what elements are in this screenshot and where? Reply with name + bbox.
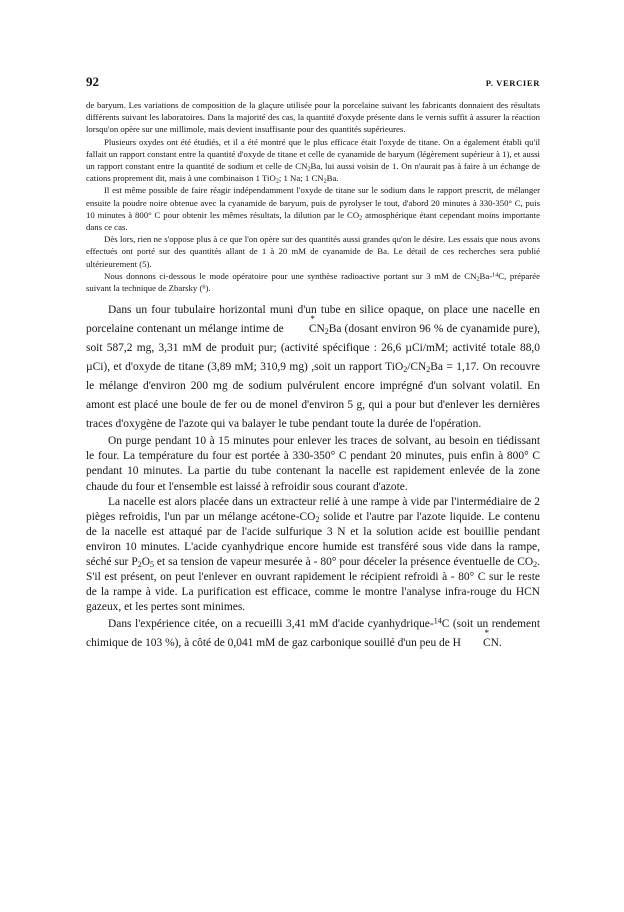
labelled-carbon: * C	[287, 320, 317, 339]
main-paragraph-2: On purge pendant 10 à 15 minutes pour enlever les traces de solvant, au besoin en tiédissant le four. La température du four est portée à 330-350° C pendant 20 minutes, puis enfin à 800° C pendant 10 minutes. La partie du tube contenant la nacelle est rapidement enlevée de la zone chaude du four et l'ensemble est laissé à refroidir sous courant d'azote.	[86, 435, 540, 493]
reference-6: 6	[202, 284, 206, 291]
labelled-carbon-hcn: * C	[461, 634, 491, 653]
main-text-section	[86, 301, 540, 653]
main-paragraph-1: Dans un four tubulaire horizontal muni d'un tube en silice opaque, on place une nacelle en porcelaine contenant un mélange intime de * $CN_2Ba$ (dosant environ 96 % de cyanamide pure), soit 587,2 mg, 3,31 mM de produit pur; (activité spécifique : 26,6 µCi/mM; activité totale 88,0 µCi), et d'oxyde de titane (3,89 mM; 310,9 mg) ,soit un rapport $TiO_2/CN_2Ba = 1,17$. On recouvre le mélange d'environ 200 mg de sodium pulvérulent encore imprégné d'un solvant volatil. En amont est placé une boule de fer ou de monel d'environ 5 g, qui a pour but d'enlever les dernières traces d'oxygène de l'azote qui va balayer le tube pendant toute la durée de l'opération.	[86, 301, 540, 434]
running-head: P. VERCIER	[485, 78, 540, 88]
small-paragraph-1: de baryum. Les variations de composition de la glaçure utilisée pour la porcelaine suivant les fabricants donnaient des résultats différents suivant les laboratoires. Dans la majorité des cas, la quantité d'oxyde présente dans le vernis suffit à assurer la réaction lorsqu'on opère sur une millimole, mais devient insuffisante pour des quantités supérieures.	[86, 100, 540, 135]
reference-5: 5	[142, 258, 147, 269]
small-paragraph-4: Dès lors, rien ne s'oppose plus à ce que l'on opère sur des quantités aussi grandes qu'on le désire. Les essais que nous avons effectués ont porté sur des quantités allant de 1 à 20 mM de cyanamide de Ba. Le détail de ces recherches sera publié ultérieurement (5).	[86, 234, 540, 269]
main-paragraph-4: Dans l'expérience citée, on a recueilli 3,41 mM d'acide cyanhydrique-$^{14}$C (soit un rendement chimique de 103 %), à côté de 0,041 mM de gaz carbonique souillé d'un peu de H* CN.	[86, 615, 540, 653]
small-paragraph-2: Plusieurs oxydes ont été étudiés, et il a été montré que le plus efficace était l'oxyde de titane. On a également établi qu'il fallait un rapport constant entre la quantité d'oxyde de titane et celle de cyanamide de baryum (légèrement supérieur à 1), et aussi un rapport constant entre la quantité de sodium et celle de $CN_2Ba$, lui aussi voisin de 1. On n'aurait pas à faire à un échange de cations proprement dit, mais à une combinaison 1 TiO$_2$; 1 Na; 1 $CN_2Ba$.	[86, 136, 540, 185]
small-paragraph-5: Nous donnons ci-dessous le mode opératoire pour une synthèse radioactive portant sur 3 mM de $CN_2Ba-^{14}C$, préparée suivant la technique de Zbarsky ($^6$).	[86, 270, 540, 294]
small-paragraph-3: Il est même possible de faire réagir indépendamment l'oxyde de titane sur le sodium dans le rapport prescrit, de mélanger ensuite la poudre noire obtenue avec la cyanamide de baryum, puis de pyrolyser le tout, d'abord 20 minutes à 330-350° C, puis 10 minutes à 800° C pour obtenir les mêmes résultats, la dilution par le $CO_2$ atmosphérique étant cependant moins importante dans ce cas.	[86, 185, 540, 233]
page-number: 92	[86, 74, 99, 89]
small-print-section	[86, 99, 540, 294]
main-paragraph-3: La nacelle est alors placée dans un extracteur relié à une rampe à vide par l'intermédiaire de 2 pièges refroidis, l'un par un mélange acétone-$CO_2$ solide et l'autre par l'azote liquide. Le contenu de la nacelle est attaqué par de l'acide sulfurique 3 N et la solution acide est bouillie pendant environ 10 minutes. L'acide cyanhydrique encore humide est transféré sous vide dans la rampe, séché sur $P_2O_5$ et sa tension de vapeur mesurée à - 80° pour déceler la présence éventuelle de $CO_2$. S'il est présent, on peut l'enlever en ouvrant rapidement le récipient refroidi à - 80° C sur le reste de la rampe à vide. La purification est efficace, comme le montre l'analyse infra-rouge du HCN gazeux, et les pertes sont minimes.	[86, 495, 540, 614]
page-header	[86, 74, 540, 90]
